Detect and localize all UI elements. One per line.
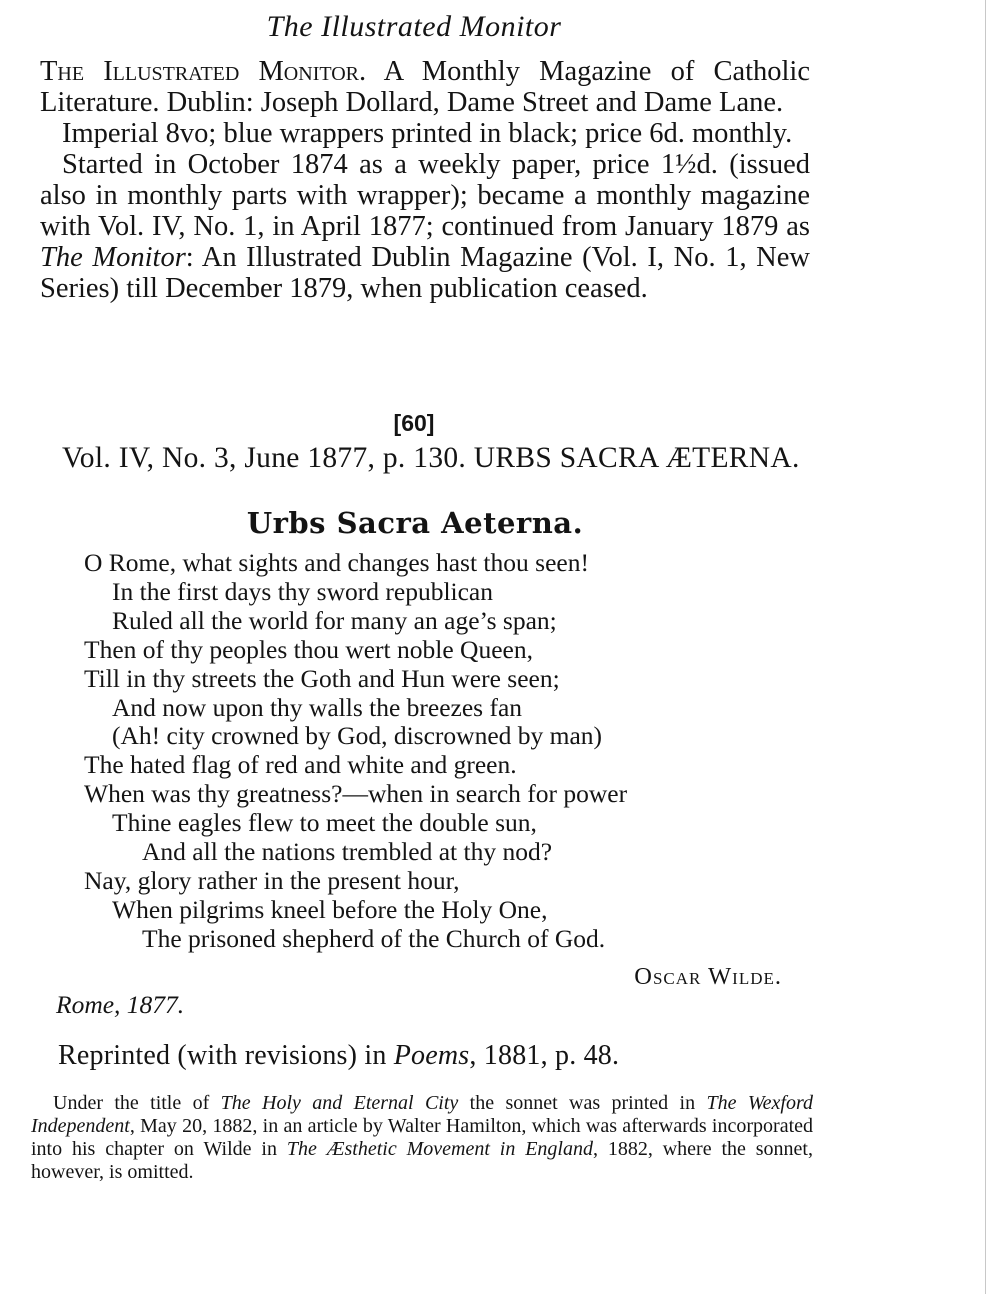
running-head: The Illustrated Monitor: [266, 10, 562, 43]
poem-line: Then of thy peoples thou wert noble Queen,: [84, 634, 533, 664]
entry-format: Imperial 8vo; blue wrappers printed in black; price 6d. monthly.: [62, 118, 793, 149]
entry-imprint: A Monthly Magazine of Catholic Literature. Dublin: Joseph Dollard, Dame Street and Dame Lane.: [40, 56, 811, 118]
item-reference: Vol. IV, No. 3, June 1877, p. 130. URBS SACRA ÆTERNA.: [62, 442, 800, 474]
entry-history: [40, 149, 810, 304]
footnote-title: The Holy and Eternal City: [220, 1092, 459, 1114]
poem-line: And all the nations trembled at thy nod?: [142, 837, 553, 867]
poem-line: Ruled all the world for many an age’s span;: [112, 605, 557, 635]
footnote-text: Under the title of: [53, 1092, 221, 1114]
bibliographic-entry: [40, 56, 810, 304]
poem-line: When was thy greatness?—when in search for power: [84, 779, 628, 809]
poem-line: Nay, glory rather in the present hour,: [84, 865, 460, 895]
poem-line: The prisoned shepherd of the Church of God.: [142, 923, 606, 953]
poem-line: The hated flag of red and white and green.: [84, 750, 517, 780]
poem-line: Till in thy streets the Goth and Hun were seen;: [84, 663, 560, 693]
footnote-text: , 1882, where the sonnet, however, is omitted.: [31, 1138, 813, 1183]
poem-title: Urbs Sacra Aeterna.: [246, 506, 584, 540]
footnote-text: the sonnet was printed in: [458, 1092, 707, 1114]
footnote-title: The Æsthetic Movement in England: [286, 1138, 593, 1160]
entry-title: The Illustrated Monitor.: [40, 56, 367, 87]
entry-history-start: Started in October 1874 as a weekly paper, price 1½d. (issued also in monthly parts with wrapper); became a monthly magazine with Vol. IV, No. 1, in April 1877; continued from January 1879 as: [40, 149, 810, 242]
poem-line: When pilgrims kneel before the Holy One,: [112, 894, 548, 924]
poem-line: (Ah! city crowned by God, discrowned by man): [112, 721, 603, 751]
entry-history-end: : An Illustrated Dublin Magazine (Vol. I, No. 1, New Series) till December 1879, when publication ceased.: [40, 242, 810, 304]
item-number: [60]: [393, 410, 435, 436]
footnote-text: , May 20, 1882, in an article by Walter Hamilton, which was afterwards incorporated into his chapter on Wilde in: [31, 1115, 813, 1160]
page-edge-line: [985, 0, 986, 1294]
poem-dateline: Rome, 1877.: [56, 990, 185, 1019]
poem-body: [84, 549, 627, 954]
poem-line: In the first days thy sword republican: [112, 576, 493, 606]
footnote: [31, 1092, 813, 1184]
reprint-note: [58, 1040, 619, 1072]
poem-line: Thine eagles flew to meet the double sun,: [112, 808, 537, 838]
poem-author-signature: Oscar Wilde.: [634, 963, 782, 990]
entry-history-title: The Monitor: [40, 242, 186, 273]
entry-title-paragraph: [40, 56, 810, 118]
reprint-note-title: Poems: [393, 1040, 470, 1071]
poem-line: And now upon thy walls the breezes fan: [112, 692, 523, 722]
reprint-note-after: , 1881, p. 48.: [469, 1040, 620, 1071]
footnote-title: The Wexford Independent: [31, 1092, 813, 1137]
poem-line: O Rome, what sights and changes hast thou seen!: [84, 548, 589, 577]
reprint-note-before: Reprinted (with revisions) in: [58, 1040, 394, 1071]
